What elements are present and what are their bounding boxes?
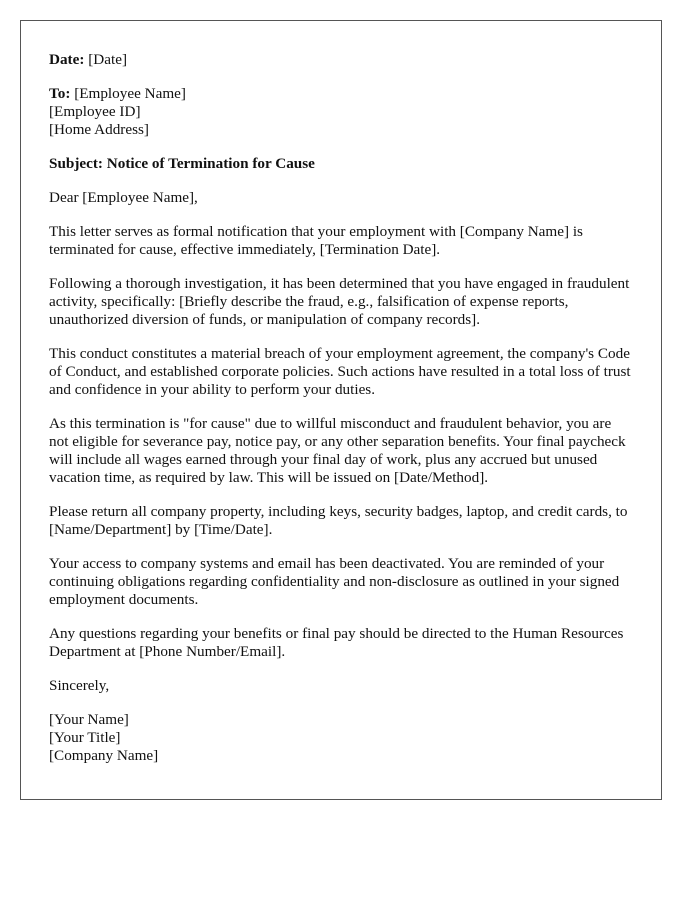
date-line	[49, 51, 633, 69]
signature-company: [Company Name]	[49, 747, 159, 764]
recipient-block	[49, 85, 633, 139]
body-paragraph-5: Please return all company property, including keys, security badges, laptop, and credit cards, to [Name/Department] by [Time/Date].	[49, 503, 628, 538]
signature-block	[49, 711, 633, 765]
body-paragraph-3: This conduct constitutes a material breach of your employment agreement, the company's Code of Conduct, and established corporate policies. Such actions have resulted in a total loss of trust and confidence in your ability to perform your duties.	[49, 345, 631, 398]
body-paragraph-6: Your access to company systems and email has been deactivated. You are reminded of your continuing obligations regarding confidentiality and non-disclosure as outlined in your signed employment documents.	[49, 555, 620, 608]
recipient-name: [Employee Name]	[74, 85, 186, 102]
recipient-id: [Employee ID]	[49, 103, 141, 120]
body-paragraph-4: As this termination is "for cause" due to willful misconduct and fraudulent behavior, you are not eligible for severance pay, notice pay, or any other separation benefits. Your final paycheck will include all wages earned through your final day of work, plus any accrued but unused vacation time, as required by law. This will be issued on [Date/Method].	[49, 415, 626, 486]
salutation: Dear [Employee Name],	[49, 189, 198, 206]
body-paragraph-7: Any questions regarding your benefits or final pay should be directed to the Human Resources Department at [Phone Number/Email].	[49, 625, 624, 660]
termination-letter	[20, 20, 662, 800]
to-label: To:	[49, 85, 71, 102]
recipient-address: [Home Address]	[49, 121, 149, 138]
signature-name: [Your Name]	[49, 711, 129, 728]
recipient-name-line	[49, 85, 633, 103]
body-paragraph-2: Following a thorough investigation, it has been determined that you have engaged in fraudulent activity, specifically: [Briefly describe the fraud, e.g., falsification of expense reports, unauthorized diversion of funds, or manipulation of company records].	[49, 275, 630, 328]
closing: Sincerely,	[49, 677, 110, 694]
date-label: Date:	[49, 51, 85, 68]
signature-title: [Your Title]	[49, 729, 121, 746]
date-value: [Date]	[88, 51, 128, 68]
body-paragraph-1: This letter serves as formal notification that your employment with [Company Name] is terminated for cause, effective immediately, [Termination Date].	[49, 223, 583, 258]
subject-line: Subject: Notice of Termination for Cause	[49, 155, 315, 172]
